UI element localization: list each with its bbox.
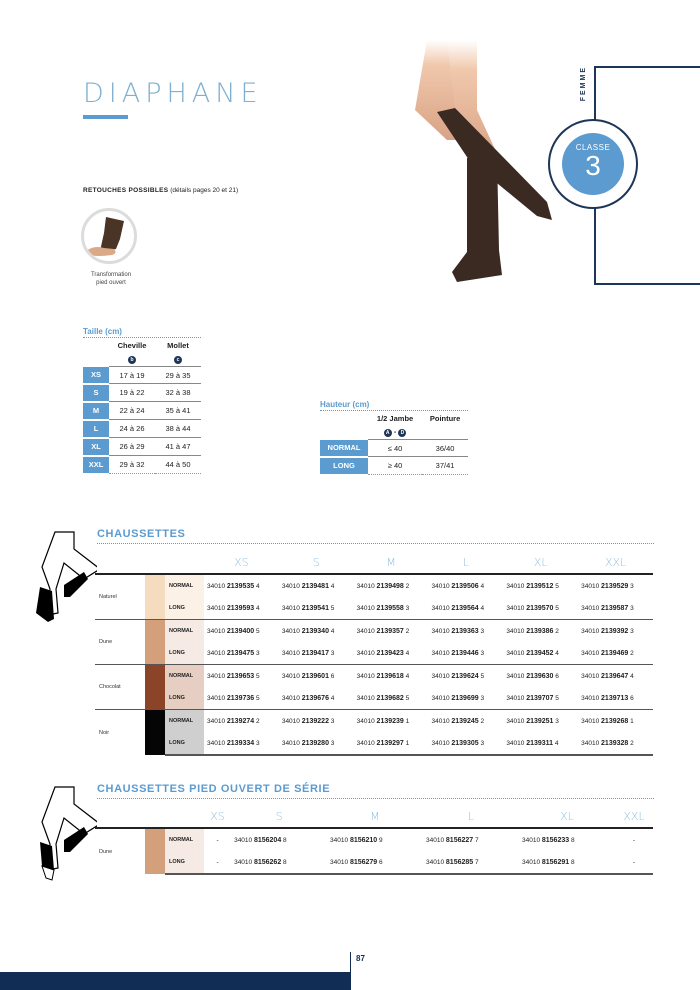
table-row xyxy=(95,851,653,874)
length-label: LONG xyxy=(165,597,204,620)
retouche-caption: Transformation pied ouvert xyxy=(90,272,132,286)
ean-code: - xyxy=(615,828,653,851)
ean-code: 34010 2139512 5 xyxy=(503,574,578,597)
product-title: DIAPHANE xyxy=(83,78,263,109)
size-header: M xyxy=(327,805,423,828)
ean-code: 34010 8156285 7 xyxy=(423,851,519,874)
length-label: NORMAL xyxy=(165,710,204,733)
ean-code: 34010 8156227 7 xyxy=(423,828,519,851)
taille-table-block xyxy=(83,327,201,475)
ean-code: 34010 2139558 3 xyxy=(356,604,410,612)
size-header: L xyxy=(423,805,519,828)
open-toe-sock-leg-icon xyxy=(22,782,97,887)
retouches-heading: RETOUCHES POSSIBLES (détails pages 20 et 21) xyxy=(83,187,239,194)
footer-bar xyxy=(0,972,350,990)
hauteur-table-block xyxy=(320,400,468,476)
ean-code: 34010 2139541 5 xyxy=(281,604,335,612)
ean-code: 34010 2139570 5 xyxy=(506,604,559,612)
ean-code: 34010 2139506 4 xyxy=(428,574,503,597)
color-name: Chocolat xyxy=(95,665,145,710)
ean-code: 34010 2139239 1 xyxy=(354,710,429,733)
section-title: CHAUSSETTES PIED OUVERT DE SÉRIE xyxy=(97,783,331,795)
ean-code: 34010 2139311 4 xyxy=(503,732,578,755)
ean-code: 34010 2139334 3 xyxy=(204,732,279,755)
table-row xyxy=(95,620,653,643)
ean-code: 34010 2139469 2 xyxy=(581,649,634,657)
ean-code: 34010 2139446 3 xyxy=(431,649,485,657)
table-row xyxy=(95,710,653,733)
ean-code: 34010 2139392 3 xyxy=(578,620,653,643)
ean-code: 34010 2139707 5 xyxy=(506,694,559,702)
size-header: M xyxy=(354,551,429,574)
size-header: XL xyxy=(503,551,578,574)
color-name: Noir xyxy=(95,710,145,756)
ean-code: 34010 2139222 3 xyxy=(279,710,354,733)
ean-code: 34010 2139647 4 xyxy=(578,665,653,688)
ean-code: 34010 2139475 3 xyxy=(207,649,260,657)
ean-code: 34010 2139699 3 xyxy=(431,694,485,702)
open-foot-icon xyxy=(81,208,137,264)
size-header: XS xyxy=(204,805,231,828)
table-row: L 24 à 26 38 à 44 xyxy=(83,420,201,438)
color-swatch xyxy=(145,665,165,710)
marker-d-icon: D xyxy=(398,429,406,437)
ean-code: 34010 2139535 4 xyxy=(204,574,279,597)
table-row: XL 26 à 29 41 à 47 xyxy=(83,438,201,456)
table-row xyxy=(95,597,653,620)
ean-code: 34010 2139529 3 xyxy=(578,574,653,597)
ean-code: 34010 2139593 4 xyxy=(207,604,260,612)
color-name: Dune xyxy=(95,828,145,874)
length-label: NORMAL xyxy=(165,828,204,851)
ean-code: 34010 8156262 8 xyxy=(231,851,327,874)
size-header: XXL xyxy=(615,805,653,828)
length-label: NORMAL xyxy=(165,665,204,688)
chaussettes-table xyxy=(95,551,653,756)
ean-code: 34010 2139676 4 xyxy=(281,694,335,702)
ean-code: - xyxy=(615,851,653,874)
ean-code: 34010 2139245 2 xyxy=(428,710,503,733)
ean-code: 34010 2139564 4 xyxy=(431,604,485,612)
ean-code: 34010 2139423 4 xyxy=(356,649,410,657)
table-row xyxy=(95,642,653,665)
color-name: Dune xyxy=(95,620,145,665)
page-number: 87 xyxy=(356,954,365,963)
length-label: NORMAL xyxy=(165,620,204,643)
product-photo xyxy=(407,20,557,290)
ean-code: 34010 2139280 3 xyxy=(279,732,354,755)
table-row: LONG ≥ 40 37/41 xyxy=(320,457,468,475)
ean-code: 34010 2139305 3 xyxy=(428,732,503,755)
length-label: LONG xyxy=(165,732,204,755)
ean-code: 34010 2139452 4 xyxy=(506,649,559,657)
table-row: XS 17 à 19 29 à 35 xyxy=(83,367,201,384)
color-name: Naturel xyxy=(95,574,145,620)
ean-code: 34010 2139340 4 xyxy=(279,620,354,643)
table-row xyxy=(95,665,653,688)
ean-code: 34010 2139587 3 xyxy=(581,604,634,612)
ean-code: 34010 8156291 8 xyxy=(519,851,615,874)
table-row: NORMAL ≤ 40 36/40 xyxy=(320,440,468,457)
size-header: XS xyxy=(204,551,279,574)
ean-code: 34010 8156204 8 xyxy=(231,828,327,851)
ean-code: 34010 2139400 5 xyxy=(204,620,279,643)
table-row xyxy=(95,732,653,755)
section-title: CHAUSSETTES xyxy=(97,528,186,540)
ean-code: 34010 2139736 5 xyxy=(207,694,260,702)
marker-a-icon: A xyxy=(384,429,392,437)
size-header: XL xyxy=(519,805,615,828)
length-label: LONG xyxy=(165,687,204,710)
color-swatch xyxy=(145,828,165,874)
ean-code: 34010 2139363 3 xyxy=(428,620,503,643)
taille-table: Cheville Mollet b c XS 17 à 19 29 à 35 S 19 à 22 32 à 38 M 22 à 24 35 à 41 L 24 à 26 38 à 44 XL 26 à 29 41 à 47 XXL 29 à 32 44 à 50 xyxy=(83,338,201,475)
table-row xyxy=(95,687,653,710)
length-label: LONG xyxy=(165,642,204,665)
ean-code: 34010 2139624 5 xyxy=(428,665,503,688)
hauteur-title: Hauteur (cm) xyxy=(320,400,468,411)
table-row: XXL 29 à 32 44 à 50 xyxy=(83,456,201,474)
ean-code: 34010 2139297 1 xyxy=(354,732,429,755)
title-underline xyxy=(83,115,128,119)
ean-code: 34010 2139713 6 xyxy=(581,694,634,702)
ean-code: 34010 8156210 9 xyxy=(327,828,423,851)
ean-code: 34010 2139498 2 xyxy=(354,574,429,597)
size-header: S xyxy=(279,551,354,574)
table-row xyxy=(95,828,653,851)
ean-code: 34010 8156233 8 xyxy=(519,828,615,851)
length-label: NORMAL xyxy=(165,574,204,597)
color-swatch xyxy=(145,710,165,756)
category-label: FEMME xyxy=(580,66,587,102)
taille-title: Taille (cm) xyxy=(83,327,201,338)
size-header: XXL xyxy=(578,551,653,574)
marker-b-icon: b xyxy=(128,356,136,364)
ean-code: 34010 2139601 6 xyxy=(279,665,354,688)
ean-code: 34010 2139268 1 xyxy=(578,710,653,733)
length-label: LONG xyxy=(165,851,204,874)
knee-sock-leg-icon xyxy=(22,527,97,627)
ean-code: 34010 2139357 2 xyxy=(354,620,429,643)
ean-code: 34010 2139386 2 xyxy=(503,620,578,643)
ean-code: 34010 8156279 6 xyxy=(327,851,423,874)
ean-code: - xyxy=(204,851,231,874)
ean-code: 34010 2139682 5 xyxy=(356,694,410,702)
pied-ouvert-section xyxy=(97,783,654,799)
color-swatch xyxy=(145,574,165,620)
table-row: M 22 à 24 35 à 41 xyxy=(83,402,201,420)
ean-code: 34010 2139417 3 xyxy=(281,649,335,657)
ean-code: 34010 2139274 2 xyxy=(204,710,279,733)
table-row: S 19 à 22 32 à 38 xyxy=(83,384,201,402)
size-header: S xyxy=(231,805,327,828)
pied-ouvert-table xyxy=(95,805,653,875)
class-badge: CLASSE 3 xyxy=(562,133,624,195)
color-swatch xyxy=(145,620,165,665)
ean-code: 34010 2139251 3 xyxy=(503,710,578,733)
ean-code: 34010 2139653 5 xyxy=(204,665,279,688)
footer-divider xyxy=(350,952,351,990)
ean-code: 34010 2139481 4 xyxy=(279,574,354,597)
ean-code: 34010 2139328 2 xyxy=(578,732,653,755)
hauteur-table: 1/2 Jambe Pointure A - D NORMAL ≤ 40 36/40 LONG ≥ 40 37/41 xyxy=(320,411,468,476)
chaussettes-section xyxy=(97,528,654,544)
ean-code: - xyxy=(204,828,231,851)
table-row xyxy=(95,574,653,597)
ean-code: 34010 2139630 6 xyxy=(503,665,578,688)
ean-code: 34010 2139618 4 xyxy=(354,665,429,688)
size-header: L xyxy=(428,551,503,574)
marker-c-icon: c xyxy=(174,356,182,364)
